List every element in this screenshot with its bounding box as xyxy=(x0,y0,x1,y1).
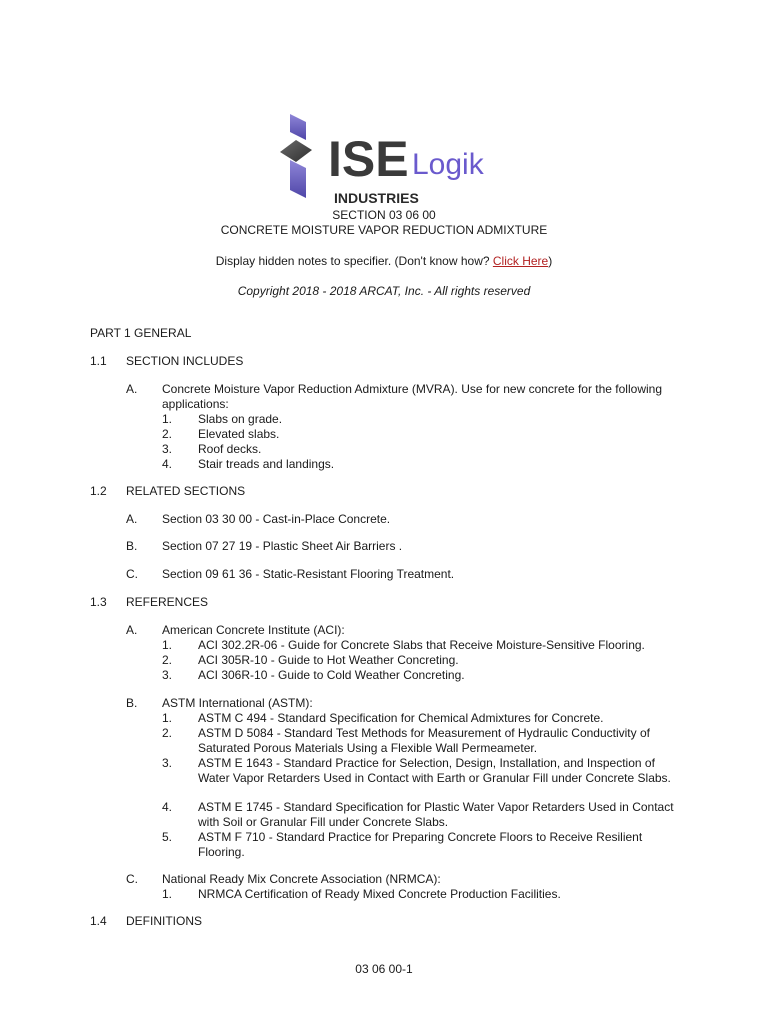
item-text: Elevated slabs. xyxy=(198,427,280,441)
section-1-4-title: DEFINITIONS xyxy=(126,914,203,928)
item-text: ACI 306R-10 - Guide to Cold Weather Concreting. xyxy=(198,668,465,682)
page-number-footer: 03 06 00-1 xyxy=(355,962,413,976)
item-text: NRMCA Certification of Ready Mixed Concrete Production Facilities. xyxy=(198,887,561,901)
section-1-3-title: REFERENCES xyxy=(126,595,209,609)
list-letter: A. xyxy=(126,623,138,637)
section-1-4-number: 1.4 xyxy=(90,914,107,928)
list-letter: B. xyxy=(126,696,138,710)
item-number: 2. xyxy=(162,653,173,667)
item-number: 3. xyxy=(162,668,173,682)
item-text: ASTM C 494 - Standard Specification for Chemical Admixtures for Concrete. xyxy=(198,711,604,725)
item-text: ASTM E 1643 - Standard Practice for Selection, Design, Installation, and Inspection of Water Vapor Retarders Used in Contact with Earth or Granular Fill under Concrete Slabs. xyxy=(198,756,671,785)
list-text: Section 09 61 36 - Static-Resistant Flooring Treatment. xyxy=(162,567,455,581)
notes-suffix: ) xyxy=(548,254,553,268)
list-letter: A. xyxy=(126,512,138,526)
item-number: 1. xyxy=(162,412,173,426)
section-number: SECTION 03 06 00 xyxy=(332,208,436,222)
list-letter: C. xyxy=(126,872,138,886)
list-text: American Concrete Institute (ACI): xyxy=(162,623,345,637)
section-1-1-title: SECTION INCLUDES xyxy=(126,354,244,368)
item-number: 3. xyxy=(162,756,173,770)
list-text: Section 07 27 19 - Plastic Sheet Air Barriers . xyxy=(162,539,403,553)
hidden-notes-line xyxy=(0,254,768,269)
item-text: ASTM F 710 - Standard Practice for Preparing Concrete Floors to Receive Resilient Flooring. xyxy=(198,830,643,859)
item-text: Stair treads and landings. xyxy=(198,457,335,471)
item-text: ASTM E 1745 - Standard Specification for Plastic Water Vapor Retarders Used in Contact with Soil or Granular Fill under Concrete Slabs. xyxy=(198,800,674,829)
item-text: ACI 302.2R-06 - Guide for Concrete Slabs that Receive Moisture-Sensitive Flooring. xyxy=(198,638,645,652)
item-number: 1. xyxy=(162,711,173,725)
part-heading: PART 1 GENERAL xyxy=(90,326,192,340)
item-number: 2. xyxy=(162,726,173,740)
list-text: Section 03 30 00 - Cast-in-Place Concrete. xyxy=(162,512,391,526)
item-number: 5. xyxy=(162,830,173,844)
list-letter: A. xyxy=(126,382,138,396)
logo-industries-text: INDUSTRIES xyxy=(334,190,419,206)
list-letter: B. xyxy=(126,539,138,553)
copyright-line: Copyright 2018 - 2018 ARCAT, Inc. - All rights reserved xyxy=(237,284,531,298)
emblem-mid-shape xyxy=(280,140,312,162)
logo-logik-text: Logik xyxy=(412,148,484,181)
list-text: ASTM International (ASTM): xyxy=(162,696,313,710)
section-title: CONCRETE MOISTURE VAPOR REDUCTION ADMIXTURE xyxy=(220,223,548,237)
logo-graphic xyxy=(276,110,496,206)
section-1-2-number: 1.2 xyxy=(90,484,107,498)
emblem-top-shape xyxy=(290,114,306,140)
click-here-link[interactable]: Click Here xyxy=(492,254,549,268)
item-number: 1. xyxy=(162,887,173,901)
item-text: Roof decks. xyxy=(198,442,262,456)
list-text: Concrete Moisture Vapor Reduction Admixture (MVRA). Use for new concrete for the following applications: xyxy=(162,382,662,411)
item-text: ACI 305R-10 - Guide to Hot Weather Concreting. xyxy=(198,653,459,667)
list-letter: C. xyxy=(126,567,138,581)
list-text: National Ready Mix Concrete Association (NRMCA): xyxy=(162,872,441,886)
section-1-3-number: 1.3 xyxy=(90,595,107,609)
item-text: ASTM D 5084 - Standard Test Methods for Measurement of Hydraulic Conductivity of Saturated Porous Materials Using a Flexible Wall Permeameter. xyxy=(198,726,650,755)
item-number: 2. xyxy=(162,427,173,441)
logo-ise-text: ISE xyxy=(328,131,409,187)
item-number: 1. xyxy=(162,638,173,652)
section-1-2-title: RELATED SECTIONS xyxy=(126,484,246,498)
emblem-bottom-shape xyxy=(290,160,306,198)
item-number: 4. xyxy=(162,457,173,471)
item-number: 3. xyxy=(162,442,173,456)
item-number: 4. xyxy=(162,800,173,814)
item-text: Slabs on grade. xyxy=(198,412,283,426)
notes-prefix: Display hidden notes to specifier. (Don't know how? xyxy=(215,254,493,268)
iselogik-logo xyxy=(276,110,496,206)
section-1-1-number: 1.1 xyxy=(90,354,107,368)
